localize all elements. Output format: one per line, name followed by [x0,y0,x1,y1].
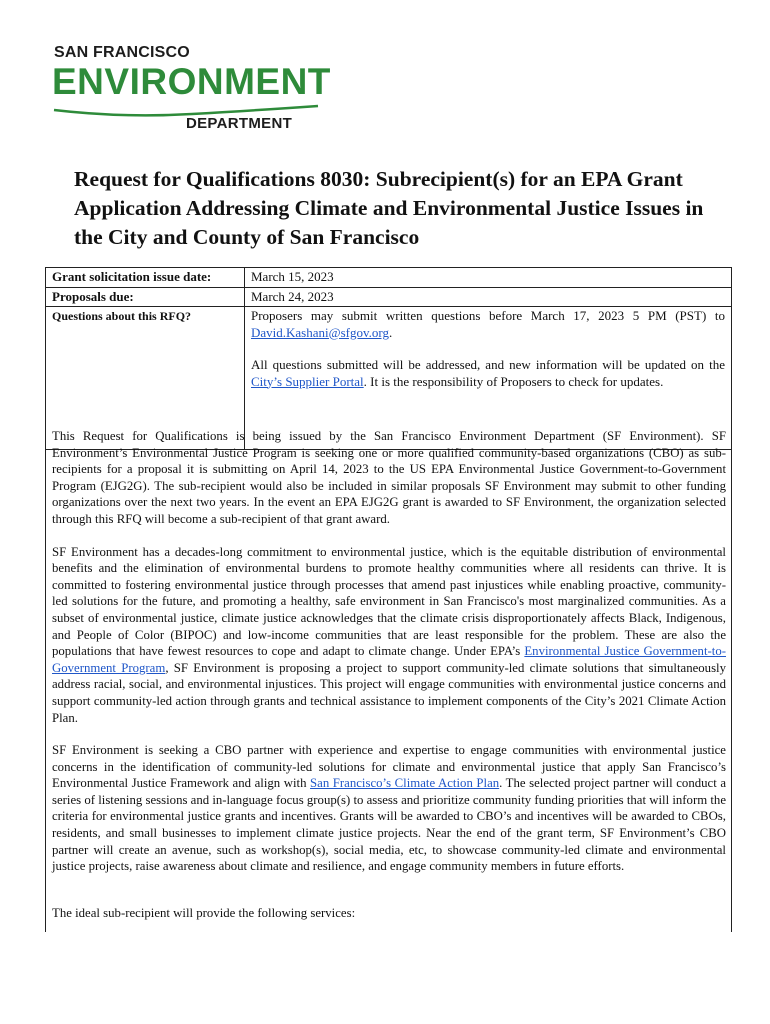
ej-g2g-program-link[interactable]: Environmental Justice Government-to-Government Program [52,644,726,675]
commitment-paragraph [52,544,726,727]
proposals-due-value: March 24, 2023 [245,287,732,307]
updates-paragraph [251,357,725,390]
partner-text-end: . The selected project partner will conduct a series of listening sessions and in-language focus group(s) to assess and prioritize community funding priorities that will inform the criteria for environmental justice grants and incentives. Grants will be awarded to CBO’s and incentives will be awarded to CBOs, residents, and small businesses to implement climate justice projects. Near the end of the grant term, SF Environment’s CBO partner will create an avenue, such as workshop(s), social media, etc, to showcase community-led climate and environmental justice projects, raise awareness about climate and resilience, and engage community members in future efforts. [52,776,726,874]
questions-paragraph [251,308,725,341]
updates-text: All questions submitted will be addressed, and new information will be updated on the [251,357,725,372]
logo-environment-text: ENVIRONMENT [52,61,331,102]
questions-text: Proposers may submit written questions before March 17, 2023 5 PM (PST) to [251,308,725,323]
table-row [46,287,732,307]
body-content [52,428,726,921]
commitment-text-end: , SF Environment is proposing a project to support community-led climate solutions that simultaneously address racial, social, and environmental injustices. This project will engage communities with environmental justice concerns and support community-led action through grants and technical assistance to implement components of the City’s 2021 Climate Action Plan. [52,660,726,725]
logo-department-text: DEPARTMENT [186,115,293,132]
questions-text-end: . [388,324,393,340]
table-row [46,268,732,288]
proposals-due-label: Proposals due: [46,287,245,307]
intro-paragraph: This Request for Qualifications is being issued by the San Francisco Environment Department (SF Environment). SF Environment’s Environmental Justice Program is seeking one or more qualified community-based organizations (CBO) as sub-recipients for a proposal it is submitting on April 14, 2023 to the US EPA Environmental Justice Government-to-Government Program (EJG2G). The sub-recipient would also be included in similar proposals SF Environment may submit to other funding organizations over the next two years. In the event an EPA EJG2G grant is awarded to SF Environment, the organization selected through this RFQ will become a sub-recipient of that grant award. [52,429,726,526]
supplier-portal-link[interactable]: City’s Supplier Portal [251,373,364,389]
issue-date-value: March 15, 2023 [245,268,732,288]
issue-date-label: Grant solicitation issue date: [46,268,245,288]
services-intro-paragraph: The ideal sub-recipient will provide the following services: [52,905,356,920]
updates-text-end: . It is the responsibility of Proposers to check for updates. [363,373,664,389]
partner-text: SF Environment is seeking a CBO partner with experience and expertise to engage communities with environmental justice concerns in the identification of community-led solutions for climate and environmental justice that apply San Francisco’s Environmental Justice Framework and align with [52,743,726,791]
questions-label: Questions about this RFQ? [46,307,245,450]
contact-email-link[interactable]: David.Kashani@sfgov.org [251,324,389,340]
partner-paragraph [52,742,726,875]
department-logo [52,44,331,136]
climate-action-plan-link[interactable]: San Francisco’s Climate Action Plan [310,776,500,791]
commitment-text: SF Environment has a decades-long commitment to environmental justice, which is the equitable distribution of environmental benefits and the elimination of environmental burdens to promote healthy communities where all residents can thrive. It is committed to fostering environmental justice through processes that amend past injustices while enabling proactive, community-led solutions for the future, and promoting a healthy, safe environment in San Francisco's most marginalized communities. As a subset of environmental justice, climate justice acknowledges that the climate crisis disproportionately affects Black, Indigenous, and People of Color (BIPOC) and low-income communities that are least responsible for the problem. These are also the populations that have fewest resources to cope and adapt to climate change. Under EPA’s [52,544,726,659]
logo-city-text: SAN FRANCISCO [54,44,190,61]
page-title: Request for Qualifications 8030: Subrecipient(s) for an EPA Grant Application Addressing Climate and Environmental Justice Issues in the City and County of San Francisco [74,167,704,249]
